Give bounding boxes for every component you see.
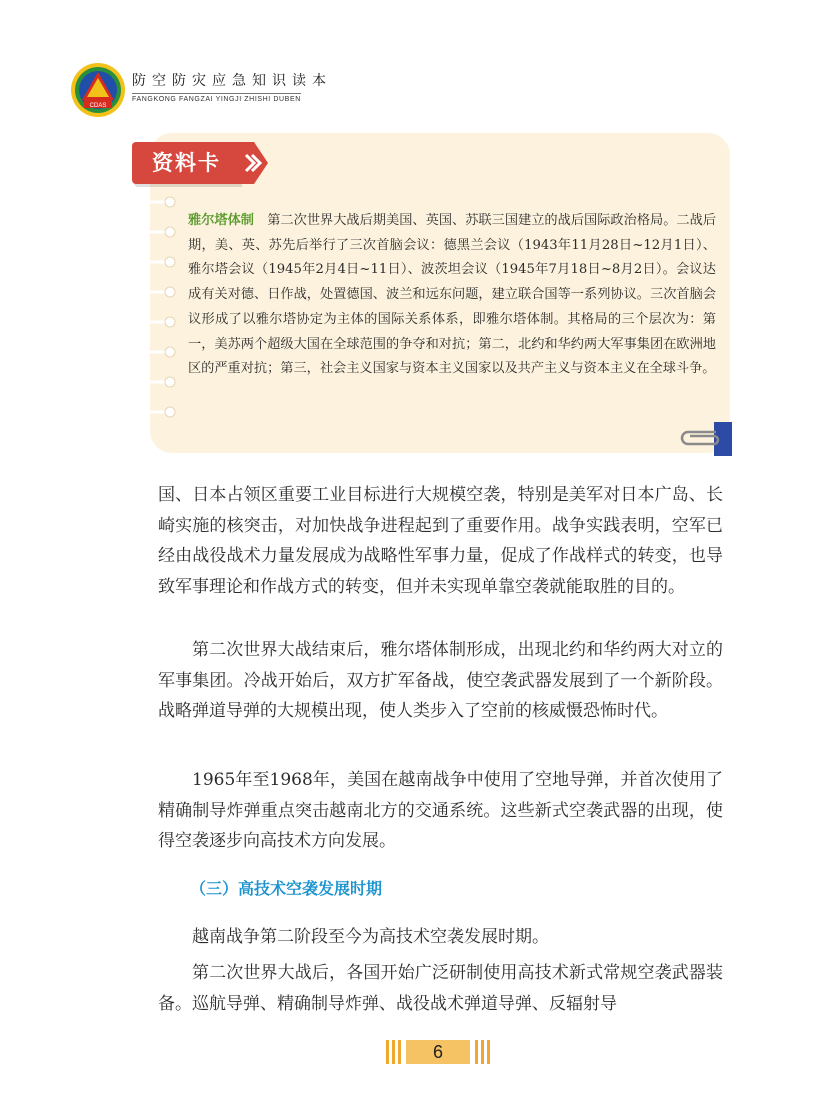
paragraph-4: 越南战争第二阶段至今为高技术空袭发展时期。 (192, 927, 549, 947)
page-number-bar (398, 1040, 401, 1064)
card-text: 第二次世界大战后期美国、英国、苏联三国建立的战后国际政治格局。二战后期，美、英、苏先后举行了三次首脑会议：德黑兰会议（1943年11月28日~12月1日）、雅尔塔会议（1945年2月4日~11日）、波茨坦会议（1945年7月18日~8月2日）。会议达成有关对德、日作战，处置德国、波兰和远东问题，建立联合国等一系列协议。三次首脑会议形成了以雅尔塔协定为主体的国际关系体系，即雅尔塔体制。其格局的三个层次为：第一，美苏两个超级大国在全球范围的争夺和对抗；第二，北约和华约两大军事集团在欧洲地区的严重对抗；第三，社会主义国家与资本主义国家以及共产主义与资本主义在全球斗争。 (188, 213, 717, 377)
emblem-logo-icon (70, 62, 126, 118)
logo-text: CDAS (89, 103, 107, 109)
tab-arrow-icon (240, 142, 270, 184)
page-number-box (386, 1040, 490, 1064)
page-number-bar (386, 1040, 389, 1064)
paragraph-1: 国、日本占领区重要工业目标进行大规模空袭，特别是美军对日本广岛、长崎实施的核突击，对加快战争进程起到了重要作用。战争实践表明，空军已经由战役战术力量发展成为战略性军事力量，促成了作战样式的转变，也导致军事理论和作战方式的转变，但并未实现单靠空袭就能取胜的目的。 (158, 485, 723, 597)
page-number-bar (481, 1040, 484, 1064)
card-keyword: 雅尔塔体制 (188, 213, 255, 228)
card-body (188, 209, 716, 382)
book-subtitle: FANGKONG FANGZAI YINGJI ZHISHI DUBEN (132, 93, 301, 103)
paragraph-5: 第二次世界大战后，各国开始广泛研制使用高技术新式常规空袭武器装备。巡航导弹、精确制导炸弹、战役战术弹道导弹、反辐射导 (158, 963, 723, 1014)
section-heading: （三）高技术空袭发展时期 (190, 879, 383, 898)
page-header (70, 60, 370, 120)
binder-rings-icon (146, 190, 180, 440)
card-tab-label: 资料卡 (132, 142, 240, 184)
paragraph-3: 1965年至1968年，美国在越南战争中使用了空地导弹，并首次使用了精确制导炸弹重点突击越南北方的交通系统。这些新式空袭武器的出现，使得空袭逐步向高技术方向发展。 (158, 770, 723, 851)
book-title: 防空防灾应急知识读本 (132, 73, 332, 89)
paragraph-2: 第二次世界大战结束后，雅尔塔体制形成，出现北约和华约两大对立的军事集团。冷战开始后，双方扩军备战，使空袭武器发展到了一个新阶段。战略弹道导弹的大规模出现，使人类步入了空前的核威慑恐怖时代。 (158, 640, 723, 721)
page-number-bar (475, 1040, 478, 1064)
page-number-bar (392, 1040, 395, 1064)
page-number-bar (487, 1040, 490, 1064)
paper-clip-icon (680, 422, 732, 456)
page-number: 6 (432, 1042, 443, 1062)
